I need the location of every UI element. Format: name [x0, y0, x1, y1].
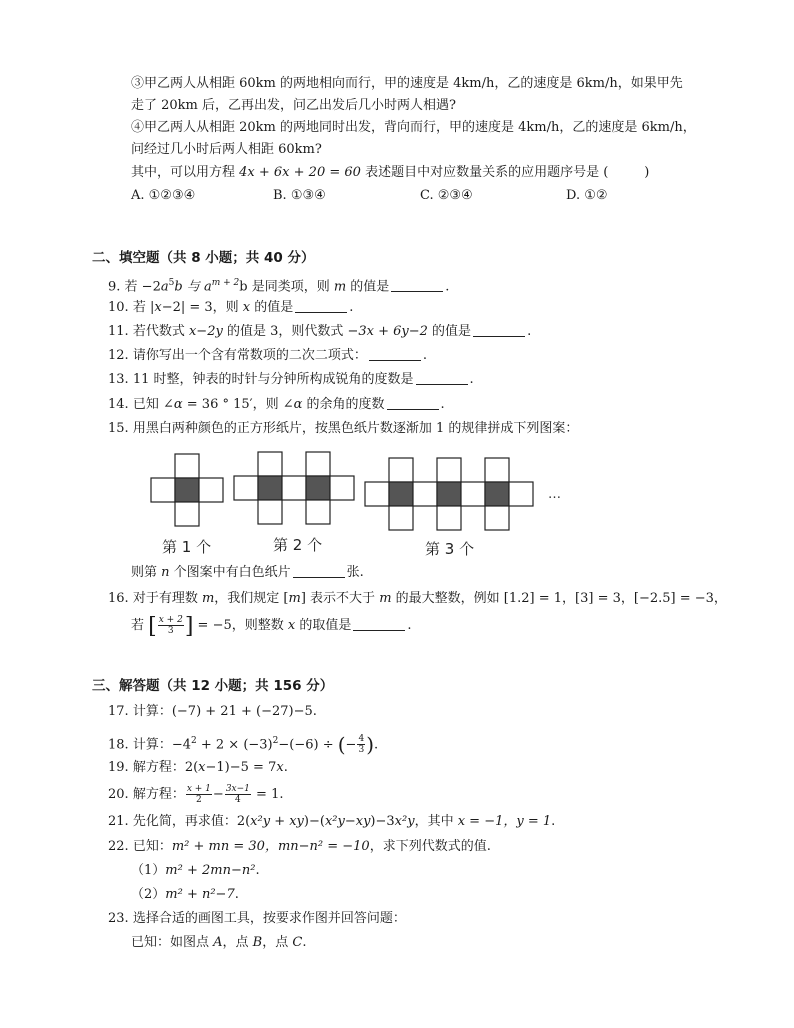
question-19: 19. 解方程：2(x−1)−5 = 7x. — [108, 760, 288, 775]
question-22: 22. 已知：m² + mn = 30，mn−n² = −10，求下列代数式的值. — [108, 839, 491, 854]
section-2-title: 二、填空题（共 8 小题；共 40 分） — [92, 250, 315, 266]
question-8-item-3-line-2: 走了 20km 后，乙再出发，问乙出发后几小时两人相遇? — [131, 98, 456, 113]
question-22-part-2: （2）m² + n²−7. — [131, 887, 239, 902]
question-8-stem: 其中，可以用方程 4x + 6x + 20 = 60 表述题目中对应数量关系的应用题序号是 ( ) — [131, 165, 650, 180]
pattern-1 — [151, 454, 223, 526]
pattern-label-2: 第 2 个 — [273, 536, 323, 554]
pattern-3-top-2 — [437, 458, 461, 482]
pattern-1-top-white — [175, 454, 199, 478]
pattern-3-row-5 — [461, 482, 485, 506]
question-17: 17. 计算：(−7) + 21 + (−27)−5. — [108, 704, 317, 719]
answer-blank-9[interactable] — [391, 278, 443, 292]
pattern-3-bottom-2 — [437, 506, 461, 530]
pattern-2-row-5 — [330, 476, 354, 500]
pattern-3-row-1 — [365, 482, 389, 506]
question-8-item-4-line-1: ④甲乙两人从相距 20km 的两地同时出发，背向而行，甲的速度是 4km/h，乙的速度是 6km/h， — [131, 120, 696, 135]
pattern-figure — [140, 448, 580, 560]
pattern-label-1: 第 1 个 — [162, 538, 212, 556]
question-12: 12. 请你写出一个含有常数项的二次二项式： . — [108, 348, 427, 363]
question-23-line-2: 已知：如图点 A，点 B，点 C. — [131, 935, 307, 950]
pattern-ellipsis: … — [548, 487, 561, 502]
pattern-3-bottom-3 — [485, 506, 509, 530]
question-13: 13. 11 时整，钟表的时针与分钟所构成锐角的度数是 . — [108, 372, 474, 387]
section-3-title: 三、解答题（共 12 小题；共 156 分） — [92, 678, 334, 694]
question-16-line-1: 16. 对于有理数 m，我们规定 [m] 表示不大于 m 的最大整数，例如 [1.2] = 1，[3] = 3，[−2.5] = −3， — [108, 591, 727, 606]
answer-blank-16[interactable] — [353, 617, 405, 631]
pattern-1-left-white — [151, 478, 175, 502]
pattern-1-bottom-white — [175, 502, 199, 526]
pattern-2-bottom-1 — [258, 500, 282, 524]
answer-blank-13[interactable] — [416, 371, 468, 385]
question-23: 23. 选择合适的画图工具，按要求作图并回答问题： — [108, 911, 406, 926]
option-c[interactable]: C. ②③④ — [420, 188, 473, 203]
option-b[interactable]: B. ①③④ — [273, 188, 326, 203]
pattern-3-black-1 — [389, 482, 413, 506]
question-20: 20. 解方程： $\frac{x + 1}{2}$ − $\frac{3x-1}{4}$ = 1. — [108, 784, 284, 805]
pattern-2-row-1 — [234, 476, 258, 500]
pattern-1-right-white — [199, 478, 223, 502]
question-18: 18. 计算：$-4^2 + 2 \times (-3)^2-(-6)$ ÷ (− $\frac{4}{3}$ ). — [108, 732, 379, 757]
pattern-2-top-1 — [258, 452, 282, 476]
pattern-2 — [234, 452, 354, 524]
pattern-2-row-3 — [282, 476, 306, 500]
answer-blank-15[interactable] — [293, 564, 345, 578]
pattern-3-black-2 — [437, 482, 461, 506]
pattern-3-top-1 — [389, 458, 413, 482]
pattern-2-black-2 — [306, 476, 330, 500]
pattern-3-bottom-1 — [389, 506, 413, 530]
question-14: 14. 已知 ∠α = 36 ° 15′，则 ∠α 的余角的度数 . — [108, 397, 445, 412]
option-d[interactable]: D. ①② — [566, 188, 608, 203]
pattern-2-black-1 — [258, 476, 282, 500]
pattern-2-bottom-2 — [306, 500, 330, 524]
question-21: 21. 先化简，再求值：2(x²y + xy)−(x²y−xy)−3x²y，其中 x = −1，y = 1. — [108, 814, 556, 829]
pattern-3 — [365, 458, 533, 530]
answer-blank-12[interactable] — [369, 347, 421, 361]
question-15: 15. 用黑白两种颜色的正方形纸片，按黑色纸片数逐渐加 1 的规律拼成下列图案： — [108, 421, 579, 436]
question-16-line-2: 若 [ $\frac{x + 2}{3}$ ] = −5，则整数 x 的取值是 . — [131, 614, 412, 639]
answer-blank-11[interactable] — [473, 323, 525, 337]
question-9: 9. 若 $-2a^5b$ 与 $a^{m + 2}b$ 是同类项，则 m 的值是 . — [108, 278, 450, 295]
pattern-3-row-7 — [509, 482, 533, 506]
equation: 4x + 6x + 20 = 60 — [239, 165, 361, 180]
pattern-3-black-3 — [485, 482, 509, 506]
question-22-part-1: （1）m² + 2mn−n². — [131, 863, 260, 878]
pattern-3-top-3 — [485, 458, 509, 482]
question-15-answer-line: 则第 n 个图案中有白色纸片 张. — [131, 565, 364, 580]
question-11: 11. 若代数式 x−2y 的值是 3，则代数式 −3x + 6y−2 的值是 . — [108, 324, 532, 339]
pattern-2-top-2 — [306, 452, 330, 476]
answer-blank-10[interactable] — [295, 299, 347, 313]
question-8-item-3-line-1: ③甲乙两人从相距 60km 的两地相向而行，甲的速度是 4km/h，乙的速度是 6km/h，如果甲先 — [131, 76, 683, 91]
question-8-item-4-line-2: 问经过几小时后两人相距 60km? — [131, 142, 322, 157]
answer-blank-14[interactable] — [387, 396, 439, 410]
question-10: 10. 若 |x−2| = 3，则 x 的值是 . — [108, 300, 354, 315]
pattern-1-black-1 — [175, 478, 199, 502]
pattern-label-3: 第 3 个 — [425, 540, 475, 558]
pattern-3-row-3 — [413, 482, 437, 506]
option-a[interactable]: A. ①②③④ — [131, 188, 196, 203]
